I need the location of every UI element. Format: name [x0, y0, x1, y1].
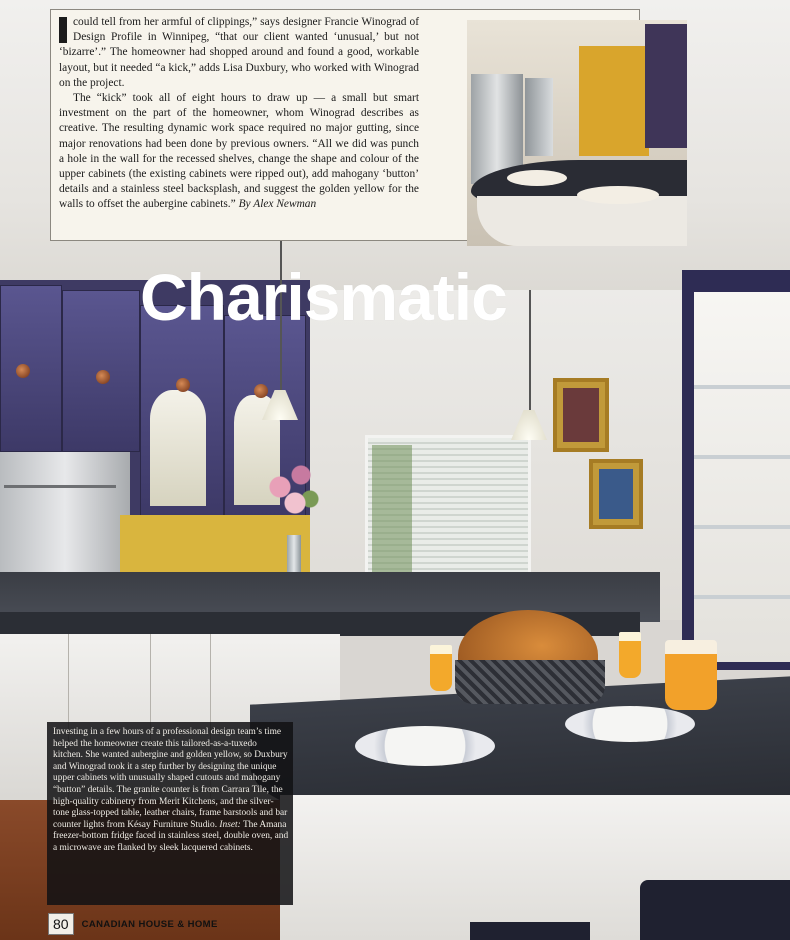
- mahogany-button-knob: [176, 378, 190, 392]
- byline: By Alex Newman: [238, 198, 317, 211]
- page-number: 80: [48, 913, 74, 935]
- window-foliage: [372, 445, 412, 575]
- magazine-name: CANADIAN HOUSE & HOME: [81, 918, 218, 930]
- mahogany-button-knob: [16, 364, 30, 378]
- juice-glass: [619, 632, 641, 678]
- framed-artwork: [553, 378, 609, 452]
- article-text: [59, 15, 419, 213]
- recessed-shelves: [694, 292, 790, 662]
- juice-pitcher: [665, 640, 717, 710]
- breakfast-plate: [565, 706, 695, 742]
- article-paragraph-2: The “kick” took all of eight hours to draw up — a small but smart investment on the part of the homeowner, whom Winograd describes as creative. The resulting dynamic work space required no major gutting, since major renovations had been done by previous owners. “All we did was punch a hole in the wall for the recessed shelves, change the shape and colour of the upper cabinets (the existing cabinets were ripped out), add mahogany ‘button’ details and a stainless steel backsplash, and suggest the golden yellow for the walls to offset the aubergine cabinets.”: [59, 92, 419, 211]
- caption-text: [53, 727, 289, 855]
- juice-glass: [430, 645, 452, 691]
- article-box: [50, 9, 640, 241]
- leather-chair: [640, 880, 790, 940]
- caption-inset-label: Inset:: [219, 819, 241, 830]
- wire-basket: [455, 660, 605, 704]
- article-paragraph-1: could tell from her armful of clippings,” says designer Francie Winograd of Design Profile in Winnipeg, “that our client wanted ‘unusual,’ but not ‘bizarre’.” The homeowner had shopped around and found a good, workable layout, but it needed “a kick,” adds Lisa Duxbury, who worked with Winograd on the project.: [59, 16, 419, 89]
- glass-shelf: [694, 525, 790, 529]
- drop-cap-bar: [59, 17, 67, 43]
- page-footer: [48, 913, 218, 935]
- glass-shelf: [694, 595, 790, 599]
- glass-shelf: [694, 455, 790, 459]
- framed-artwork: [589, 459, 643, 529]
- caption-box: [47, 722, 293, 905]
- stainless-backsplash: [0, 452, 130, 574]
- caption-main: Investing in a few hours of a professional design team’s time helped the homeowner create this tailored-as-a-tuxedo kitchen. She wanted aubergine and golden yellow, so Duxbury and Winograd took it a step further by designing the unique upper cabinets with unusually shaped cutouts and mahogany “button” details. The granite counter is from Carrara Tile, the high-quality cabinetry from Merit Kitchens, and the silver-tone glass-topped table, leather chairs, frame barstools and bar counter lights from Késay Furniture Studio.: [53, 727, 288, 830]
- inset-food-tray: [507, 170, 567, 186]
- glass-shelf: [694, 385, 790, 389]
- mahogany-button-knob: [254, 384, 268, 398]
- cabinet-glass-cutout: [150, 390, 206, 506]
- breakfast-plate: [355, 726, 495, 766]
- flower-arrangement: [262, 455, 322, 535]
- mahogany-button-knob: [96, 370, 110, 384]
- pendant-cord: [529, 290, 531, 410]
- inset-double-oven: [525, 78, 553, 156]
- inset-counter-front: [477, 196, 687, 246]
- utensil-rail: [4, 485, 116, 488]
- leather-chair: [470, 922, 590, 940]
- cabinet-door: [0, 285, 62, 452]
- inset-food-tray: [577, 186, 659, 204]
- inset-yellow-wall: [579, 46, 649, 156]
- inset-photo: [467, 20, 687, 246]
- caption-inset-text: The Amana freezer-bottom fridge faced in stainless steel, double oven, and a microwave are flanked by sleek lacquered cabinets.: [53, 819, 289, 853]
- inset-lacquered-cabinet: [645, 24, 687, 148]
- headline: Charismatic: [140, 260, 507, 334]
